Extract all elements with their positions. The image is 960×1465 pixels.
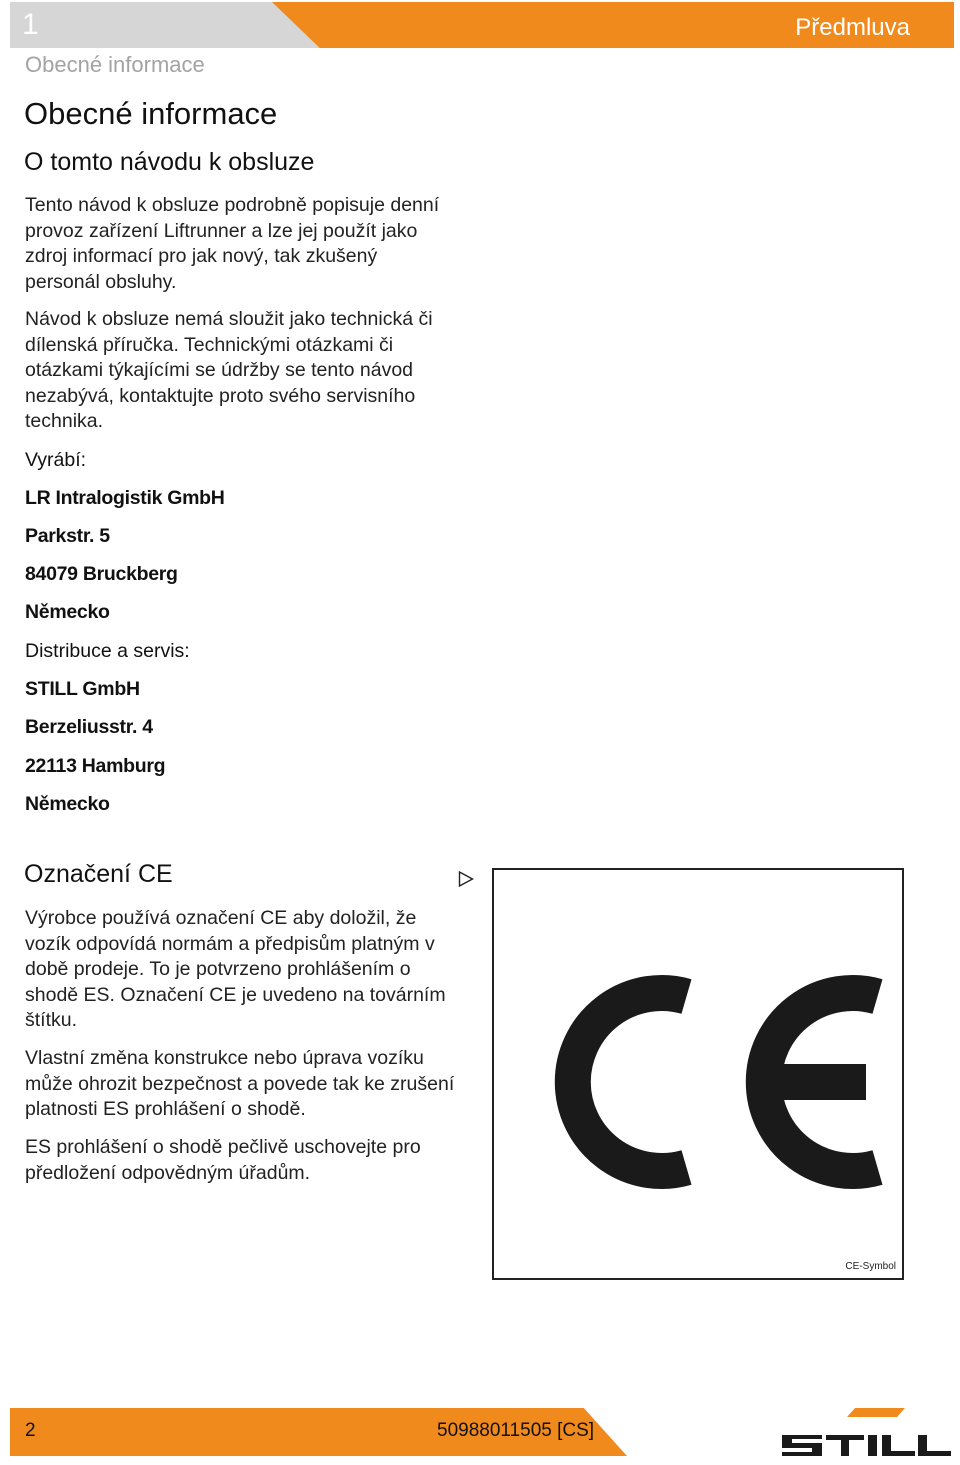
distribution-label: Distribuce a servis: [25, 640, 190, 662]
figure-caption: CE-Symbol [845, 1261, 896, 1272]
ce-paragraph-1: Výrobce používá označení CE aby doložil, že vozík odpovídá normám a předpisům platným v době prodeje. To je potvrzeno prohlášením o shodě ES. Označení CE je uvedeno na továrním štítku. [25, 907, 446, 1031]
distributor-country: Německo [25, 793, 110, 815]
distributor-street: Berzeliusstr. 4 [25, 716, 153, 738]
still-logo [780, 1408, 952, 1458]
manufacturer-country: Německo [25, 601, 110, 623]
ce-mark-icon [494, 870, 902, 1278]
distributor-name: STILL GmbH [25, 678, 140, 700]
manufacturer-street: Parkstr. 5 [25, 525, 110, 547]
distributor-city: 22113 Hamburg [25, 755, 166, 777]
manufacturer-name: LR Intralogistik GmbH [25, 487, 225, 509]
ce-symbol-figure [492, 868, 904, 1280]
intro-paragraph: Tento návod k obsluze podrobně popisuje denní provoz zařízení Liftrunner a lze jej použít jako zdroj informací pro jak nový, tak zkušený personál obsluhy. [25, 194, 440, 293]
manufacturer-label: Vyrábí: [25, 449, 87, 471]
chapter-number: 1 [22, 8, 39, 41]
page-title: Obecné informace [24, 96, 278, 131]
section-breadcrumb: Obecné informace [25, 52, 205, 77]
scope-paragraph: Návod k obsluze nemá sloužit jako technická či dílenská příručka. Technickými otázkami či otázkami týkajícími se údržby se tento návod nezabývá, kontaktujte proto svého servisního technika. [25, 308, 433, 432]
page-number: 2 [25, 1420, 36, 1441]
triangle-right-icon [458, 871, 474, 887]
document-number: 50988011505 [CS] [437, 1420, 595, 1441]
ce-paragraph-2: Vlastní změna konstrukce nebo úprava vozíku může ohrozit bezpečnost a povede tak ke zrušení platnosti ES prohlášení o shodě. [25, 1047, 455, 1120]
chapter-title: Předmluva [795, 14, 910, 41]
section-subtitle: O tomto návodu k obsluze [24, 148, 315, 176]
ce-section-title: Označení CE [24, 860, 173, 888]
ce-paragraph-3: ES prohlášení o shodě pečlivě uschovejte pro předložení odpovědným úřadům. [25, 1136, 421, 1184]
manufacturer-city: 84079 Bruckberg [25, 563, 178, 585]
